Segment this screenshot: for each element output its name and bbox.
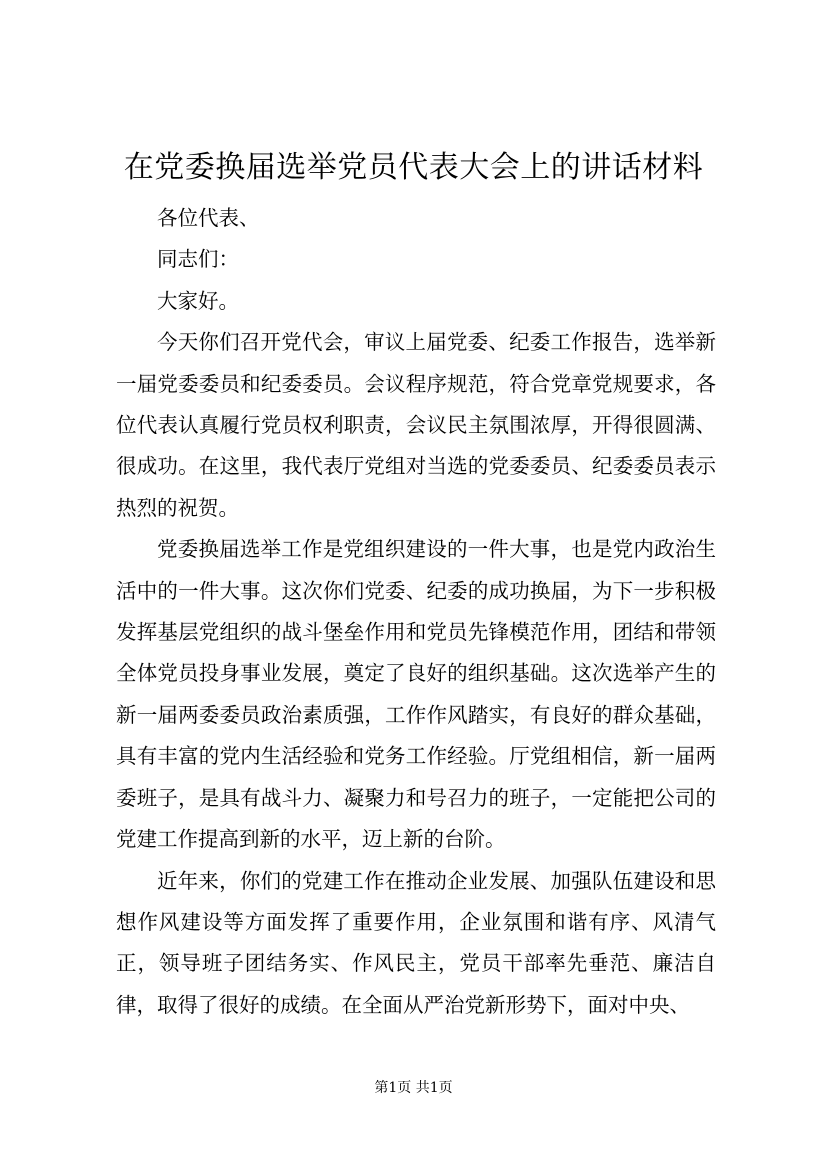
- salutation-delegates: 各位代表、: [157, 206, 260, 230]
- paragraph-recent-years: 近年来，你们的党建工作在推动企业发展、加强队伍建设和思想作风建设等方面发挥了重要作用，企业氛围和谐有序、风清气正，领导班子团结务实、作风民主，党员干部率先垂范、廉洁自律，取得了很好的成绩。在全面从严治党新形势下，面对中央、: [116, 868, 716, 1017]
- document-body: [116, 198, 716, 1026]
- page-footer: 第1页 共1页: [374, 1080, 453, 1096]
- salutation-comrades: 同志们：: [157, 247, 239, 272]
- document-title: 在党委换届选举党员代表大会上的讲话材料: [123, 150, 704, 185]
- paragraph-congress-review: 今天你们召开党代会，审议上届党委、纪委工作报告，选举新一届党委委员和纪委委员。会议程序规范，符合党章党规要求，各位代表认真履行党员权利职责，会议民主氛围浓厚，开得很圆满、很成功。在这里，我代表厅党组对当选的党委委员、纪委委员表示热烈的祝贺。: [116, 330, 716, 520]
- paragraph-election-significance: 党委换届选举工作是党组织建设的一件大事，也是党内政治生活中的一件大事。这次你们党委、纪委的成功换届，为下一步积极发挥基层党组织的战斗堡垒作用和党员先锋模范作用，团结和带领全体党员投身事业发展，奠定了良好的组织基础。这次选举产生的新一届两委委员政治素质强，工作作风踏实，有良好的群众基础，具有丰富的党内生活经验和党务工作经验。厅党组相信，新一届两委班子，是具有战斗力、凝聚力和号召力的班子，一定能把公司的党建工作提高到新的水平，迈上新的台阶。: [116, 537, 716, 852]
- greeting: 大家好。: [157, 288, 239, 313]
